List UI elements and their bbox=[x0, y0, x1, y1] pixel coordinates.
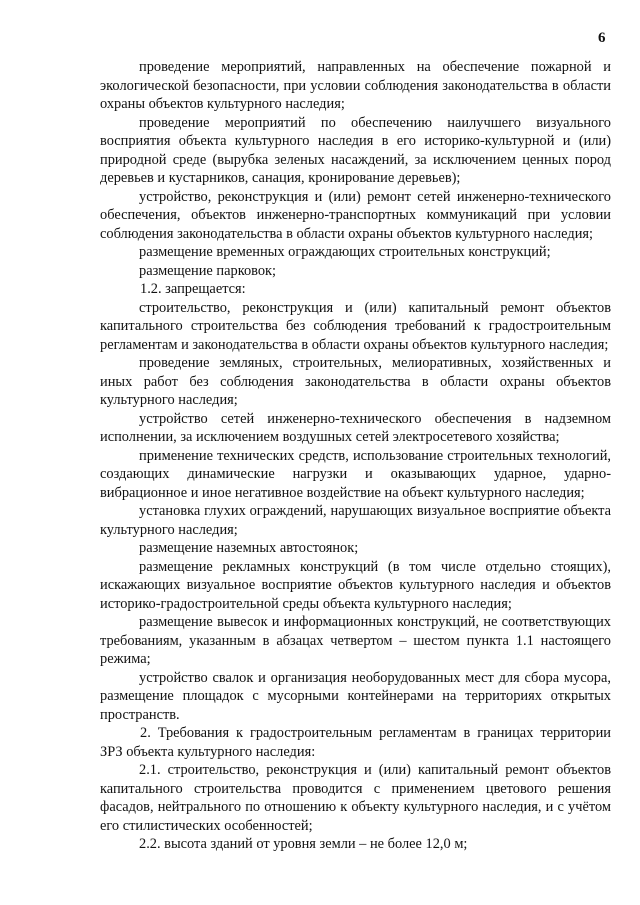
paragraph: размещение рекламных конструкций (в том числе отдельно стоящих), искажающих визуальное восприятие объектов культурного наследия и объектов историко-градостроительной среды объекта культурного наследия; bbox=[100, 558, 611, 612]
paragraph: размещение наземных автостоянок; bbox=[139, 540, 359, 556]
paragraph: проведение мероприятий по обеспечению наилучшего визуального восприятия объекта культурного наследия в его историко-культурной и (или) природной среде (вырубка зеленых насаждений, за исключением ценных пород деревьев и кустарников, санация, кронирование деревьев); bbox=[100, 114, 611, 186]
section-heading: 1.2. запрещается: bbox=[140, 281, 246, 297]
paragraph: строительство, реконструкция и (или) капитальный ремонт объектов капитального строительства без соблюдения требований к градостроительным регламентам и законодательства в области охраны объектов культурного наследия; bbox=[100, 299, 611, 353]
paragraph: размещение парковок; bbox=[139, 262, 277, 279]
paragraph: размещение вывесок и информационных конструкций, не соответствующих требованиям, указанным в абзацах четвертом – шестом пункта 1.1 настоящего режима; bbox=[100, 614, 611, 667]
document-body bbox=[100, 58, 611, 854]
paragraph: проведение мероприятий, направленных на обеспечение пожарной и экологической безопасности, при условии соблюдения законодательства в области охраны объектов культурного наследия; bbox=[100, 59, 611, 112]
section-heading: 2. Требования к градостроительным регламентам в границах территории ЗРЗ объекта культурного наследия: bbox=[100, 725, 611, 760]
paragraph: применение технических средств, использование строительных технологий, создающих динамические нагрузки и оказывающих ударное, ударно-вибрационное и иное негативное воздействие на объект культурного наследия; bbox=[100, 447, 611, 501]
page-number: 6 bbox=[598, 30, 606, 46]
paragraph: устройство сетей инженерно-технического обеспечения в надземном исполнении, за исключением воздушных сетей электросетевого хозяйства; bbox=[100, 410, 611, 445]
paragraph: 2.2. высота зданий от уровня земли – не более 12,0 м; bbox=[139, 836, 468, 852]
paragraph: устройство, реконструкция и (или) ремонт сетей инженерно-технического обеспечения, объектов инженерно-транспортных коммуникаций при условии соблюдения законодательства в области охраны объектов культурного наследия; bbox=[100, 188, 611, 242]
paragraph: устройство свалок и организация необорудованных мест для сбора мусора, размещение площадок с мусорными контейнерами на территориях открытых пространств. bbox=[100, 669, 611, 723]
paragraph: проведение земляных, строительных, мелиоративных, хозяйственных и иных работ без соблюдения законодательства в области охраны объектов культурного наследия; bbox=[100, 355, 611, 408]
paragraph: размещение временных ограждающих строительных конструкций; bbox=[139, 244, 551, 260]
paragraph: установка глухих ограждений, нарушающих визуальное восприятие объекта культурного наследия; bbox=[100, 503, 611, 538]
paragraph: 2.1. строительство, реконструкция и (или) капитальный ремонт объектов капитального строительства проводится с применением цветового решения фасадов, нейтрального по отношению к объекту культурного наследия, и с учётом его стилистических особенностей; bbox=[100, 762, 611, 834]
